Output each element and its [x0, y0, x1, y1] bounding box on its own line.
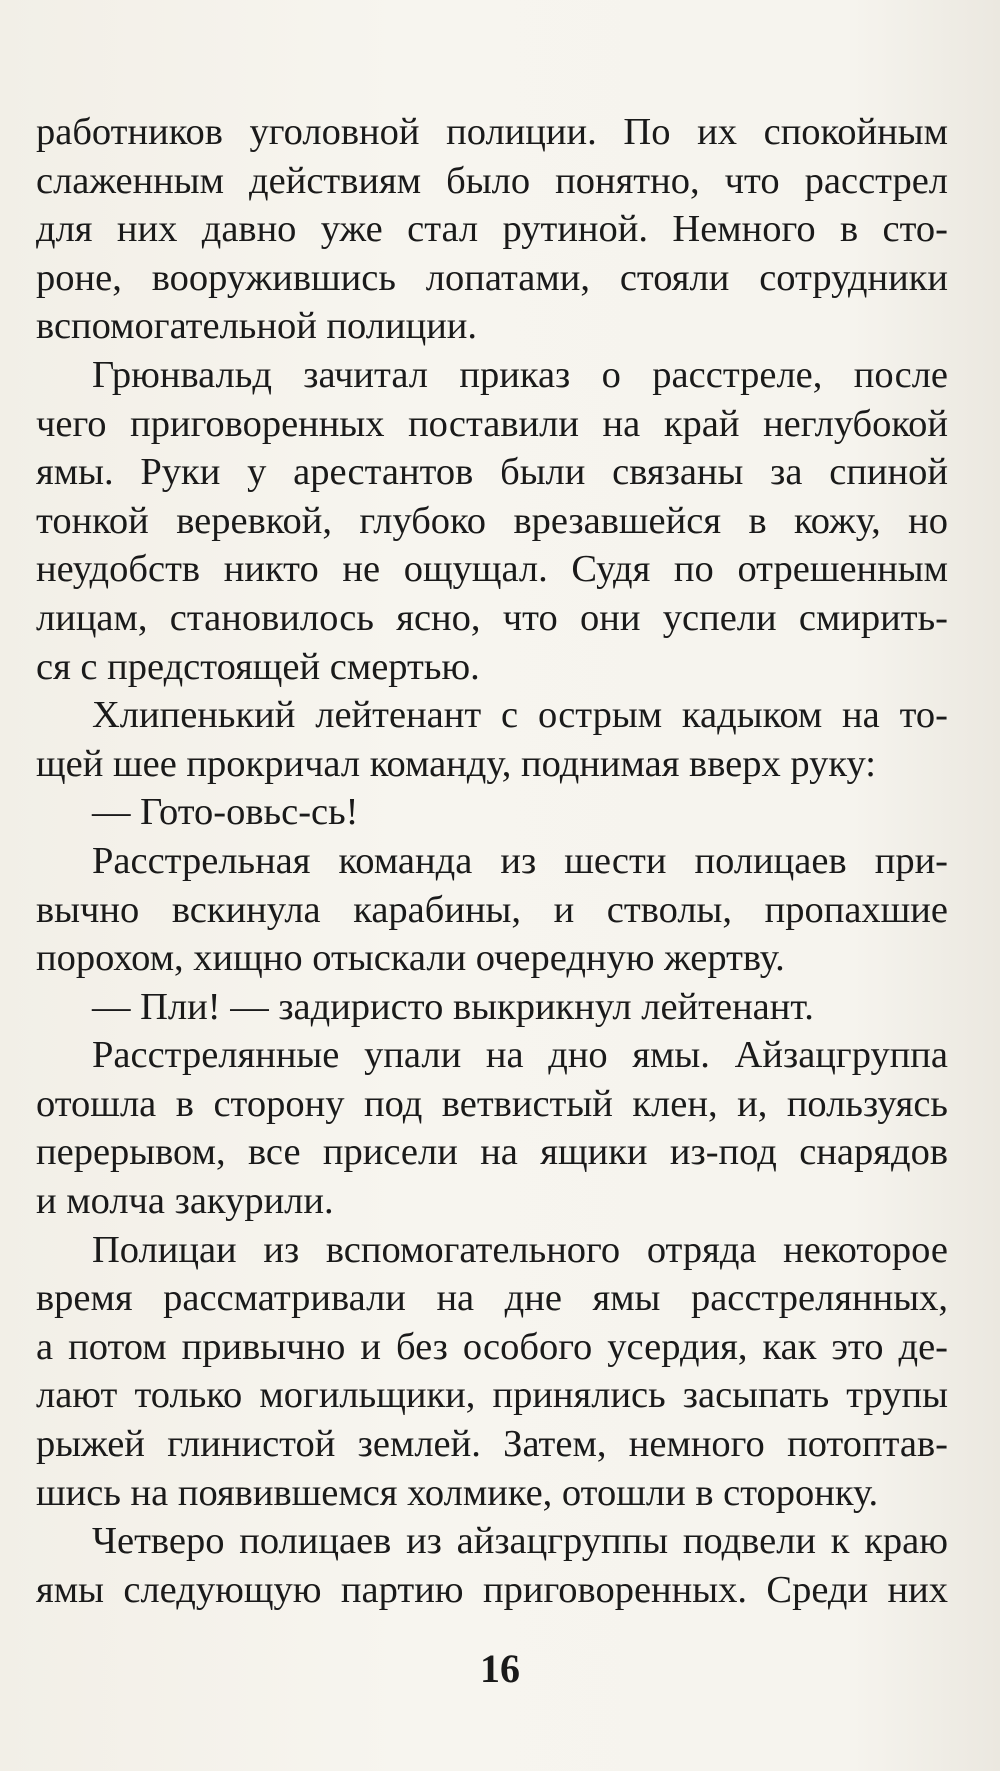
text-line: для них давно уже стал рутиной. Немного в сто-: [36, 208, 948, 251]
paragraph: [36, 108, 948, 351]
text-line: ся с предстоящей смертью.: [36, 645, 480, 688]
text-line: Четверо полицаев из айзацгруппы подвели к краю: [92, 1520, 948, 1563]
text-line: щей шее прокричал команду, поднимая вверх руку:: [36, 742, 876, 785]
paragraph: [36, 1226, 948, 1518]
text-line: порохом, хищно отыскали очередную жертву.: [36, 937, 785, 980]
text-line: роне, вооружившись лопатами, стояли сотрудники: [36, 256, 948, 299]
text-line: чего приговоренных поставили на край неглубокой: [36, 402, 948, 445]
text-line: вычно вскинула карабины, и стволы, пропахшие: [36, 888, 948, 931]
text-line: ямы следующую партию приговоренных. Среди них: [36, 1568, 948, 1611]
text-line: и молча закурили.: [36, 1180, 334, 1223]
paragraph: [36, 351, 948, 691]
paragraph: [36, 983, 948, 1032]
text-line: Грюнвальд зачитал приказ о расстреле, после: [92, 353, 948, 396]
text-line: время рассматривали на дне ямы расстрелянных,: [36, 1277, 948, 1320]
text-line: лают только могильщики, принялись засыпать трупы: [36, 1374, 948, 1417]
text-line: ямы. Руки у арестантов были связаны за спиной: [36, 451, 948, 494]
text-line: Полицаи из вспомогательного отряда некоторое: [92, 1228, 948, 1271]
text-line: Хлипенький лейтенант с острым кадыком на то-: [92, 694, 948, 737]
text-line: — Гото-овьс-сь!: [92, 791, 359, 834]
text-line: неудобств никто не ощущал. Судя по отрешенным: [36, 548, 948, 591]
text-line: а потом привычно и без особого усердия, как это де-: [36, 1325, 948, 1368]
text-line: отошла в сторону под ветвистый клен, и, пользуясь: [36, 1082, 948, 1125]
paragraph: [36, 788, 948, 837]
paragraph: [36, 837, 948, 983]
page-number: 16: [480, 1646, 520, 1691]
text-line: вспомогательной полиции.: [36, 305, 478, 348]
paragraph: [36, 691, 948, 788]
text-line: лицам, становилось ясно, что они успели смирить-: [36, 596, 948, 639]
paragraph: [36, 1517, 948, 1614]
text-line: Расстрельная команда из шести полицаев при-: [92, 839, 948, 882]
text-line: шись на появившемся холмике, отошли в сторонку.: [36, 1471, 879, 1514]
text-line: тонкой веревкой, глубоко врезавшейся в кожу, но: [36, 499, 948, 542]
text-line: перерывом, все присели на ящики из-под снарядов: [36, 1131, 948, 1174]
body-text: [36, 108, 948, 1614]
paragraph: [36, 1031, 948, 1225]
text-line: работников уголовной полиции. По их спокойным: [36, 111, 948, 153]
text-line: слаженным действиям было понятно, что расстрел: [36, 159, 948, 202]
text-line: Расстрелянные упали на дно ямы. Айзацгруппа: [92, 1034, 948, 1077]
text-line: рыжей глинистой землей. Затем, немного потоптав-: [36, 1423, 948, 1466]
text-line: — Пли! — задиристо выкрикнул лейтенант.: [92, 985, 814, 1028]
